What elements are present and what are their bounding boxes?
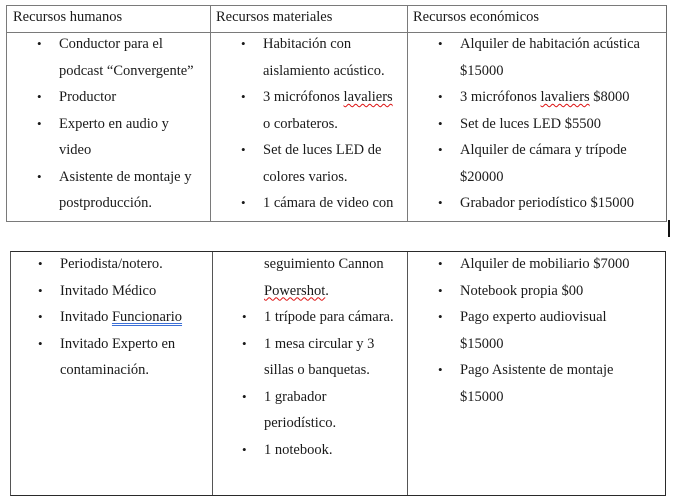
table-header-row <box>7 6 666 33</box>
cell-humanos <box>37 31 209 217</box>
cell-economicos <box>438 251 665 410</box>
list-item: • Alquiler de habitación acústica $15000 <box>460 31 670 84</box>
bullet-icon: • <box>438 362 443 377</box>
list-item: • Set de luces LED $5500 <box>460 111 670 138</box>
cell-materiales <box>242 251 409 463</box>
list-item: • 1 grabador periodístico. <box>264 384 409 437</box>
column-divider <box>210 6 211 221</box>
bullet-icon: • <box>37 36 42 51</box>
resources-table-part-1 <box>6 5 667 222</box>
bullet-icon: • <box>241 142 246 157</box>
continued-list-text: seguimiento Cannon Powershot. <box>264 256 384 299</box>
list-item: • Invitado Médico <box>60 278 210 305</box>
list-item: • 1 trípode para cámara. <box>264 304 409 331</box>
spellcheck-flagged-word[interactable]: lavaliers <box>540 89 590 105</box>
spellcheck-flagged-word[interactable]: Powershot <box>264 282 326 299</box>
header-recursos-materiales: Recursos materiales <box>216 9 333 25</box>
list-item: • Set de luces LED de colores varios. <box>263 137 408 190</box>
list-item: • 1 cámara de video con <box>263 190 408 217</box>
bullet-icon: • <box>438 256 443 271</box>
bullet-icon: • <box>241 89 246 104</box>
text-cursor <box>668 220 670 237</box>
list-item: • Notebook propia $00 <box>460 278 665 305</box>
bullet-icon: • <box>38 256 43 271</box>
bullet-icon: • <box>242 441 247 457</box>
list-item: • 3 micrófonos lavaliers o corbateros. <box>263 84 408 137</box>
list-item: • Productor <box>59 84 209 111</box>
header-recursos-economicos: Recursos económicos <box>413 9 540 25</box>
list-item: • Pago experto audiovisual $15000 <box>460 304 665 357</box>
bullet-icon: • <box>38 309 43 324</box>
list-item: • Invitado Funcionario <box>60 304 210 331</box>
list-item: • Periodista/notero. <box>60 251 210 278</box>
bullet-icon: • <box>241 195 246 210</box>
list-item: • Asistente de montaje y postproducción. <box>59 164 209 217</box>
bullet-icon: • <box>38 282 43 298</box>
grammar-flagged-word[interactable]: Funcionario <box>111 309 183 325</box>
list-item: • Conductor para el podcast “Convergente” <box>59 31 209 84</box>
cell-economicos <box>438 31 670 217</box>
cell-humanos <box>38 251 210 384</box>
header-recursos-humanos: Recursos humanos <box>13 9 123 25</box>
list-item: • Grabador periodístico $15000 <box>460 190 670 217</box>
bullet-icon: • <box>242 309 247 324</box>
resources-table-part-2 <box>10 251 666 496</box>
bullet-icon: • <box>38 335 43 351</box>
cell-materiales <box>241 31 408 217</box>
bullet-icon: • <box>37 115 42 131</box>
list-item: • Invitado Experto en contaminación. <box>60 331 210 384</box>
bullet-icon: • <box>37 89 42 104</box>
bullet-icon: • <box>242 388 247 404</box>
bullet-icon: • <box>438 142 443 157</box>
bullet-icon: • <box>438 89 443 104</box>
column-divider <box>212 252 213 495</box>
bullet-icon: • <box>438 36 443 51</box>
bullet-icon: • <box>438 195 443 210</box>
list-item: • Habitación con aislamiento acústico. <box>263 31 408 84</box>
spellcheck-flagged-word[interactable]: lavaliers <box>343 89 393 105</box>
list-item: • Experto en audio y video <box>59 111 209 164</box>
list-item: • 3 micrófonos lavaliers $8000 <box>460 84 670 111</box>
bullet-icon: • <box>37 168 42 184</box>
bullet-icon: • <box>241 36 246 51</box>
list-item: • Pago Asistente de montaje $15000 <box>460 357 665 410</box>
list-item: • Alquiler de cámara y trípode $20000 <box>460 137 670 190</box>
bullet-icon: • <box>438 309 443 324</box>
bullet-icon: • <box>242 335 247 351</box>
list-item: • 1 mesa circular y 3 sillas o banquetas. <box>264 331 409 384</box>
list-item: • Alquiler de mobiliario $7000 <box>460 251 665 278</box>
list-item: • 1 notebook. <box>264 437 409 464</box>
bullet-icon: • <box>438 115 443 131</box>
bullet-icon: • <box>438 282 443 298</box>
